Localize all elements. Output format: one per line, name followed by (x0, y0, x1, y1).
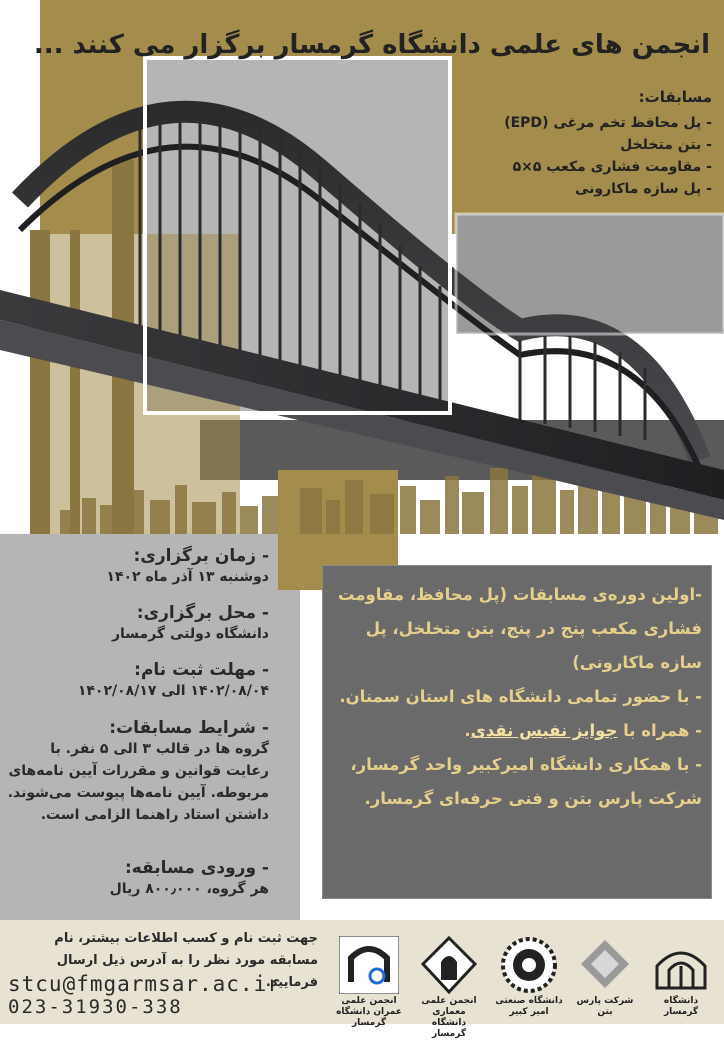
highlight-text (330, 578, 702, 816)
logo-label: انجمن علمی معماری دانشگاه گرمسار (421, 996, 477, 1039)
competition-item: - پل محافظ تخم مرغی (EPD) (504, 115, 712, 131)
pars-beton-logo-icon (575, 936, 635, 994)
conditions-value: گروه ها در قالب ۳ الی ۵ نفر. با رعایت قوانین و مقررات آیین نامه‌های مربوطه. آیین نامه‌ها پیوست می‌شوند. داشتن استاد راهنما الزامی است. (7, 741, 269, 823)
event-location-block (7, 603, 269, 645)
event-date-block (7, 546, 269, 588)
event-date-value: دوشنبه ۱۳ آذر ماه ۱۴۰۲ (106, 569, 269, 585)
prize-suffix: . (464, 721, 471, 740)
registration-note: جهت ثبت نام و کسب اطلاعات بیشتر، نام مسابقه مورد نظر را به آدرس ذیل ارسال فرمایید. (54, 931, 318, 990)
registration-deadline-heading: - مهلت ثبت نام: (134, 660, 269, 680)
poster-title: انجمن های علمی دانشگاه گرمسار برگزار می کنند ... (33, 30, 710, 60)
civil-association-logo-icon (339, 936, 399, 994)
pars-beton-logo (570, 936, 640, 1018)
civil-association-logo (334, 936, 404, 1029)
event-date-heading: - زمان برگزاری: (133, 546, 269, 566)
conditions-block (7, 718, 269, 826)
logo-label: دانشگاه صنعتی امیر کبیر (495, 996, 563, 1017)
highlight-paragraph: -اولین دوره‌ی مسابقات (پل محافظ، مقاومت فشاری مکعب پنج در پنج، بتن متخلخل، پل سازه ماکارونی) (337, 585, 702, 672)
contact-email[interactable]: stcu@fmgarmsar.ac.ir (8, 972, 281, 996)
architecture-association-logo-icon (419, 936, 479, 994)
competition-item: - بتن متخلخل (620, 137, 712, 153)
highlight-paragraph: - با حضور تمامی دانشگاه های استان سمنان. (339, 687, 702, 706)
logo-label: شرکت پارس بتن (576, 996, 634, 1017)
prize-prefix: - همراه با (617, 721, 702, 740)
entry-fee-heading: - ورودی مسابقه: (124, 858, 269, 878)
conditions-heading: - شرایط مسابقات: (109, 718, 269, 738)
highlight-paragraph (330, 714, 702, 748)
registration-deadline-block (7, 660, 269, 702)
competition-item: - پل سازه ماکارونی (574, 181, 712, 197)
registration-deadline-value: ۱۴۰۲/۰۸/۰۴ الی ۱۴۰۲/۰۸/۱۷ (77, 683, 269, 699)
amirkabir-logo (494, 936, 564, 1018)
competition-item: - مقاومت فشاری مکعب ۵×۵ (512, 159, 712, 175)
logo-label: انجمن علمی عمران دانشگاه گرمسار (336, 996, 402, 1028)
highlight-paragraph: - با همکاری دانشگاه امیرکبیر واحد گرمسار، شرکت پارس بتن و فنی حرفه‌ای گرمسار. (350, 755, 702, 808)
entry-fee-value: هر گروه، ۸۰۰٫۰۰۰ ریال (109, 881, 269, 897)
garmsar-university-logo-icon (651, 936, 711, 994)
amirkabir-logo-icon (499, 936, 559, 994)
event-location-value: دانشگاه دولتی گرمسار (111, 626, 269, 642)
contact-phone: 023-31930-338 (8, 996, 183, 1018)
prize-highlight: جوایز نفیس نقدی (470, 721, 618, 740)
logo-label: دانشگاه گرمسار (663, 996, 699, 1017)
architecture-association-logo (414, 936, 484, 1040)
competitions-list (504, 112, 712, 200)
garmsar-university-logo (646, 936, 716, 1018)
entry-fee-block (7, 858, 269, 900)
event-location-heading: - محل برگزاری: (136, 603, 269, 623)
competitions-heading: مسابقات: (638, 88, 712, 106)
